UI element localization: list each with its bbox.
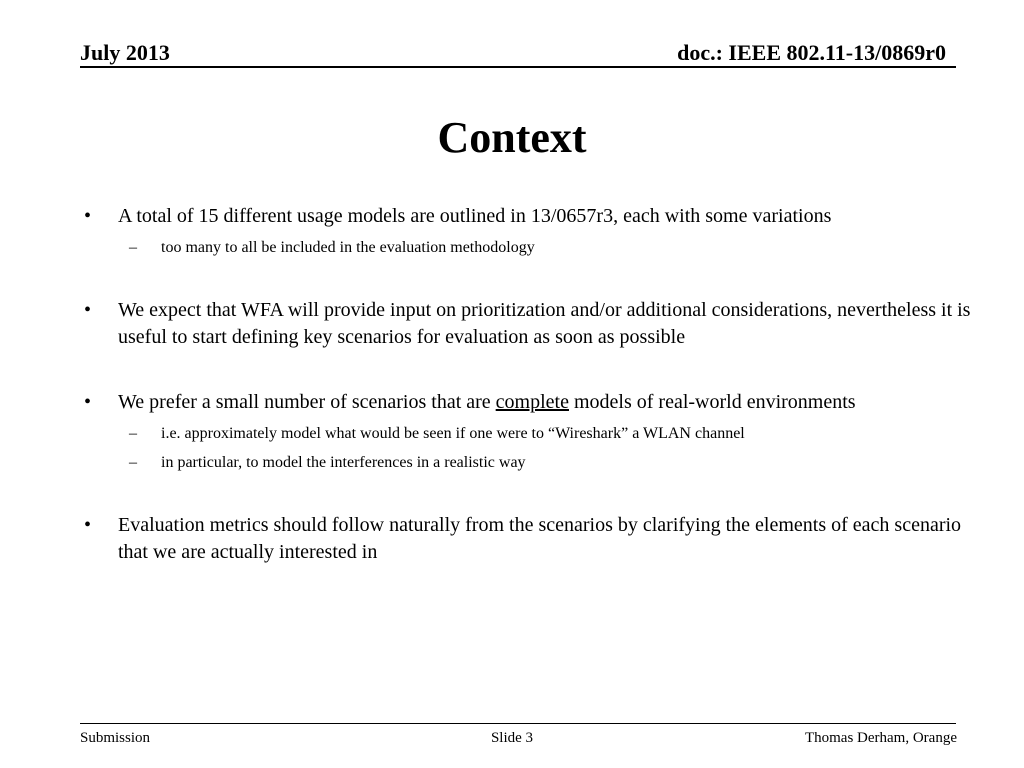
bullet-2 <box>80 297 980 351</box>
bullet-dot: • <box>84 514 92 536</box>
bullet-3 <box>80 389 980 416</box>
slide-body <box>80 203 980 566</box>
footer-submission: Submission <box>80 730 151 746</box>
bullet-dot: • <box>84 299 92 321</box>
bullet-dot: • <box>84 391 92 413</box>
sub-dash: – <box>129 425 137 442</box>
bullet-dot: • <box>84 205 92 227</box>
slide-title: Context <box>437 113 587 162</box>
bullet-4-text: Evaluation metrics should follow naturally from the scenarios by clarifying the elements of each scenario that we are actually interested in <box>118 514 962 563</box>
bullet-4 <box>80 512 980 566</box>
bullet-1-text: A total of 15 different usage models are outlined in 13/0657r3, each with some variations <box>118 205 832 227</box>
footer-author: Thomas Derham, Orange <box>804 730 957 746</box>
bullet-3-text-after: models of real-world environments <box>568 391 856 413</box>
header-doc-id: doc.: IEEE 802.11-13/0869r0 <box>677 40 946 65</box>
header-divider <box>80 66 956 68</box>
bullet-1-sub-1-text: too many to all be included in the evaluation methodology <box>161 239 535 256</box>
bullet-3-sub-1 <box>80 423 980 445</box>
bullet-3-sub-2-text: in particular, to model the interferences in a realistic way <box>161 454 526 471</box>
bullet-3-text-before: We prefer a small number of scenarios that are <box>118 391 496 413</box>
bullet-3-underlined-word: complete <box>495 391 569 413</box>
footer-slide-number: Slide 3 <box>490 730 534 746</box>
footer-divider <box>80 723 956 724</box>
sub-dash: – <box>129 239 137 256</box>
header-date: July 2013 <box>80 40 170 65</box>
bullet-3-sub-2 <box>80 452 980 474</box>
bullet-1-sub-1 <box>80 237 980 259</box>
bullet-1 <box>80 203 980 230</box>
bullet-2-text: We expect that WFA will provide input on prioritization and/or additional considerations, nevertheless it is useful to start defining key scenarios for evaluation as soon as possible <box>118 299 971 348</box>
bullet-3-sub-1-text: i.e. approximately model what would be seen if one were to “Wireshark” a WLAN channel <box>161 425 745 442</box>
sub-dash: – <box>129 454 137 471</box>
